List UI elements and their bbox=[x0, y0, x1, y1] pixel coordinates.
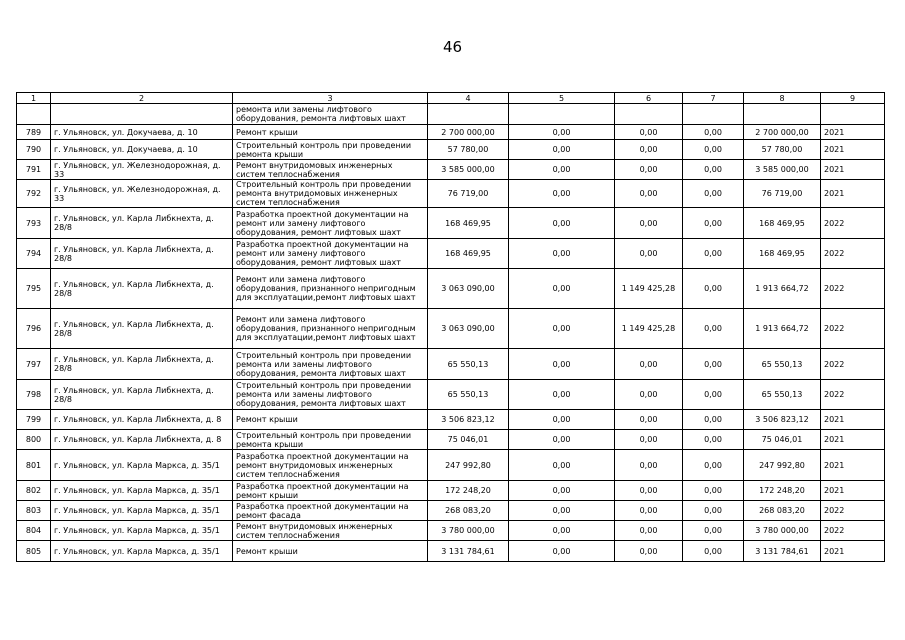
cell-fund-local: 0,00 bbox=[615, 239, 683, 269]
cell-row-number: 789 bbox=[17, 125, 51, 140]
cell-row-number: 798 bbox=[17, 380, 51, 410]
cell-address: г. Ульяновск, ул. Карла Либкнехта, д. 28/8 bbox=[51, 208, 233, 239]
cell-address: г. Ульяновск, ул. Карла Маркса, д. 35/1 bbox=[51, 501, 233, 521]
cell-fund-other: 168 469,95 bbox=[744, 239, 821, 269]
cell-total-cost: 168 469,95 bbox=[428, 239, 509, 269]
cell-year: 2022 bbox=[821, 380, 885, 410]
cell-year: 2021 bbox=[821, 180, 885, 208]
cell-year: 2021 bbox=[821, 430, 885, 450]
column-header: 8 bbox=[744, 93, 821, 104]
table-row bbox=[17, 521, 885, 541]
column-header: 9 bbox=[821, 93, 885, 104]
cell-row-number: 797 bbox=[17, 349, 51, 380]
cell-work-type: Разработка проектной документации на ремонт фасада bbox=[233, 501, 428, 521]
cell-total-cost: 57 780,00 bbox=[428, 140, 509, 160]
cell-address: г. Ульяновск, ул. Карла Маркса, д. 35/1 bbox=[51, 521, 233, 541]
cell-row-number: 804 bbox=[17, 521, 51, 541]
cell-work-type: Ремонт внутридомовых инженерных систем теплоснабжения bbox=[233, 160, 428, 180]
cell-fund-owners: 0,00 bbox=[683, 309, 744, 349]
cell-fund-owners: 0,00 bbox=[683, 410, 744, 430]
column-header: 6 bbox=[615, 93, 683, 104]
column-header: 1 bbox=[17, 93, 51, 104]
cell-fund-owners: 0,00 bbox=[683, 180, 744, 208]
cell-fund-owners: 0,00 bbox=[683, 349, 744, 380]
cell-total-cost: 65 550,13 bbox=[428, 349, 509, 380]
cell-fund-other: 1 913 664,72 bbox=[744, 269, 821, 309]
table-row bbox=[17, 481, 885, 501]
cell-total-cost: 3 506 823,12 bbox=[428, 410, 509, 430]
cell-row-number: 799 bbox=[17, 410, 51, 430]
cell-work-type: Ремонт крыши bbox=[233, 410, 428, 430]
cell-row-number: 800 bbox=[17, 430, 51, 450]
cell-fund-other: 172 248,20 bbox=[744, 481, 821, 501]
cell-fund-other: 3 780 000,00 bbox=[744, 521, 821, 541]
cell-year: 2021 bbox=[821, 410, 885, 430]
cell-work-type: Строительный контроль при проведении ремонта крыши bbox=[233, 430, 428, 450]
cell-address: г. Ульяновск, ул. Докучаева, д. 10 bbox=[51, 125, 233, 140]
cell-work-type: Разработка проектной документации на ремонт или замену лифтового оборудования, ремонт лифтовых шахт bbox=[233, 208, 428, 239]
cell-total-cost: 168 469,95 bbox=[428, 208, 509, 239]
cell-work-type: Строительный контроль при проведении ремонта крыши bbox=[233, 140, 428, 160]
cell-year: 2021 bbox=[821, 481, 885, 501]
table-row bbox=[17, 349, 885, 380]
cell-fund-local: 0,00 bbox=[615, 521, 683, 541]
cell-fund-other: 3 585 000,00 bbox=[744, 160, 821, 180]
cell-total-cost: 76 719,00 bbox=[428, 180, 509, 208]
cell-row-number: 790 bbox=[17, 140, 51, 160]
cell-year: 2021 bbox=[821, 541, 885, 562]
cell-fund-regional: 0,00 bbox=[509, 450, 615, 481]
table-row bbox=[17, 430, 885, 450]
table-row bbox=[17, 541, 885, 562]
cell-fund-regional: 0,00 bbox=[509, 380, 615, 410]
cell-fund-regional: 0,00 bbox=[509, 160, 615, 180]
table-row bbox=[17, 309, 885, 349]
table-row bbox=[17, 450, 885, 481]
cell-year: 2022 bbox=[821, 501, 885, 521]
cell-row-number: 802 bbox=[17, 481, 51, 501]
cell-fund-local: 1 149 425,28 bbox=[615, 269, 683, 309]
table-row bbox=[17, 160, 885, 180]
works-table bbox=[16, 92, 885, 562]
column-header: 7 bbox=[683, 93, 744, 104]
column-header: 3 bbox=[233, 93, 428, 104]
cell-address: г. Ульяновск, ул. Карла Либкнехта, д. 28/8 bbox=[51, 309, 233, 349]
table-row bbox=[17, 180, 885, 208]
cell-fund-other: 65 550,13 bbox=[744, 349, 821, 380]
cell-fund-other: 168 469,95 bbox=[744, 208, 821, 239]
cell-fund-regional: 0,00 bbox=[509, 481, 615, 501]
cell-total-cost: 3 585 000,00 bbox=[428, 160, 509, 180]
cell-fund-local: 0,00 bbox=[615, 481, 683, 501]
column-header: 2 bbox=[51, 93, 233, 104]
cell-address: г. Ульяновск, ул. Железнодорожная, д. 33 bbox=[51, 180, 233, 208]
cell-total-cost: 3 063 090,00 bbox=[428, 309, 509, 349]
table-row bbox=[17, 239, 885, 269]
cell-work-type: Разработка проектной документации на ремонт внутридомовых инженерных систем теплоснабжения bbox=[233, 450, 428, 481]
cell-row-number: 794 bbox=[17, 239, 51, 269]
cell-fund-local: 0,00 bbox=[615, 430, 683, 450]
cell-work-type: Разработка проектной документации на ремонт или замену лифтового оборудования, ремонт лифтовых шахт bbox=[233, 239, 428, 269]
cell-work-type: Ремонт крыши bbox=[233, 125, 428, 140]
cell-row-number: 803 bbox=[17, 501, 51, 521]
cell-fund-owners: 0,00 bbox=[683, 239, 744, 269]
cell-fund-local bbox=[615, 104, 683, 125]
cell-year: 2021 bbox=[821, 450, 885, 481]
cell-fund-local: 0,00 bbox=[615, 380, 683, 410]
table-row bbox=[17, 208, 885, 239]
table-row bbox=[17, 501, 885, 521]
cell-fund-local: 0,00 bbox=[615, 125, 683, 140]
cell-fund-owners: 0,00 bbox=[683, 541, 744, 562]
cell-fund-regional: 0,00 bbox=[509, 501, 615, 521]
cell-fund-owners: 0,00 bbox=[683, 208, 744, 239]
cell-fund-regional: 0,00 bbox=[509, 140, 615, 160]
cell-fund-owners: 0,00 bbox=[683, 269, 744, 309]
cell-work-type: Строительный контроль при проведении ремонта или замены лифтового оборудования, ремонта лифтовых шахт bbox=[233, 349, 428, 380]
cell-fund-other: 1 913 664,72 bbox=[744, 309, 821, 349]
cell-row-number: 791 bbox=[17, 160, 51, 180]
cell-year: 2022 bbox=[821, 269, 885, 309]
cell-fund-regional: 0,00 bbox=[509, 269, 615, 309]
cell-fund-other: 2 700 000,00 bbox=[744, 125, 821, 140]
cell-fund-local: 0,00 bbox=[615, 349, 683, 380]
cell-work-type: Строительный контроль при проведении ремонта или замены лифтового оборудования, ремонта лифтовых шахт bbox=[233, 380, 428, 410]
cell-fund-local: 0,00 bbox=[615, 160, 683, 180]
cell-row-number: 805 bbox=[17, 541, 51, 562]
cell-year: 2022 bbox=[821, 349, 885, 380]
cell-fund-local: 0,00 bbox=[615, 208, 683, 239]
cell-fund-other: 3 506 823,12 bbox=[744, 410, 821, 430]
cell-work-type: Ремонт или замена лифтового оборудования, признанного непригодным для эксплуатации,ремонт лифтовых шахт bbox=[233, 269, 428, 309]
cell-year: 2021 bbox=[821, 125, 885, 140]
cell-fund-regional: 0,00 bbox=[509, 430, 615, 450]
cell-fund-regional: 0,00 bbox=[509, 180, 615, 208]
cell-address: г. Ульяновск, ул. Железнодорожная, д. 33 bbox=[51, 160, 233, 180]
cell-work-type: Ремонт или замена лифтового оборудования, признанного непригодным для эксплуатации,ремонт лифтовых шахт bbox=[233, 309, 428, 349]
cell-address: г. Ульяновск, ул. Карла Либкнехта, д. 28/8 bbox=[51, 239, 233, 269]
cell-fund-other: 3 131 784,61 bbox=[744, 541, 821, 562]
cell-fund-owners: 0,00 bbox=[683, 125, 744, 140]
cell-fund-regional bbox=[509, 104, 615, 125]
cell-fund-other: 268 083,20 bbox=[744, 501, 821, 521]
cell-fund-local: 0,00 bbox=[615, 140, 683, 160]
cell-work-type: Ремонт крыши bbox=[233, 541, 428, 562]
cell-total-cost bbox=[428, 104, 509, 125]
cell-fund-other: 65 550,13 bbox=[744, 380, 821, 410]
column-header: 4 bbox=[428, 93, 509, 104]
cell-total-cost: 3 063 090,00 bbox=[428, 269, 509, 309]
cell-fund-regional: 0,00 bbox=[509, 125, 615, 140]
cell-address: г. Ульяновск, ул. Карла Маркса, д. 35/1 bbox=[51, 450, 233, 481]
cell-work-type: Строительный контроль при проведении ремонта внутридомовых инженерных систем теплоснабжения bbox=[233, 180, 428, 208]
cell-address: г. Ульяновск, ул. Карла Либкнехта, д. 28/8 bbox=[51, 269, 233, 309]
cell-address: г. Ульяновск, ул. Карла Либкнехта, д. 8 bbox=[51, 430, 233, 450]
cell-year bbox=[821, 104, 885, 125]
cell-fund-owners: 0,00 bbox=[683, 450, 744, 481]
cell-year: 2022 bbox=[821, 208, 885, 239]
column-header: 5 bbox=[509, 93, 615, 104]
cell-fund-local: 0,00 bbox=[615, 410, 683, 430]
table-header bbox=[17, 93, 885, 104]
cell-work-type: Разработка проектной документации на ремонт крыши bbox=[233, 481, 428, 501]
table-row bbox=[17, 269, 885, 309]
cell-fund-regional: 0,00 bbox=[509, 349, 615, 380]
cell-address: г. Ульяновск, ул. Карла Либкнехта, д. 8 bbox=[51, 410, 233, 430]
cell-year: 2021 bbox=[821, 140, 885, 160]
cell-row-number: 792 bbox=[17, 180, 51, 208]
cell-row-number: 801 bbox=[17, 450, 51, 481]
cell-fund-owners bbox=[683, 104, 744, 125]
cell-work-type: Ремонт внутридомовых инженерных систем теплоснабжения bbox=[233, 521, 428, 541]
cell-address: г. Ульяновск, ул. Карла Либкнехта, д. 28/8 bbox=[51, 380, 233, 410]
cell-fund-owners: 0,00 bbox=[683, 140, 744, 160]
cell-year: 2022 bbox=[821, 309, 885, 349]
cell-address: г. Ульяновск, ул. Карла Либкнехта, д. 28/8 bbox=[51, 349, 233, 380]
cell-fund-local: 0,00 bbox=[615, 180, 683, 208]
cell-year: 2022 bbox=[821, 521, 885, 541]
cell-fund-local: 1 149 425,28 bbox=[615, 309, 683, 349]
cell-year: 2022 bbox=[821, 239, 885, 269]
cell-fund-local: 0,00 bbox=[615, 450, 683, 481]
cell-total-cost: 172 248,20 bbox=[428, 481, 509, 501]
cell-row-number bbox=[17, 104, 51, 125]
cell-total-cost: 75 046,01 bbox=[428, 430, 509, 450]
header-row bbox=[17, 93, 885, 104]
cell-fund-owners: 0,00 bbox=[683, 430, 744, 450]
cell-total-cost: 3 780 000,00 bbox=[428, 521, 509, 541]
cell-total-cost: 268 083,20 bbox=[428, 501, 509, 521]
cell-row-number: 796 bbox=[17, 309, 51, 349]
page-number: 46 bbox=[442, 38, 463, 56]
table-row bbox=[17, 380, 885, 410]
table-row bbox=[17, 104, 885, 125]
cell-address: г. Ульяновск, ул. Карла Маркса, д. 35/1 bbox=[51, 481, 233, 501]
cell-fund-other: 76 719,00 bbox=[744, 180, 821, 208]
cell-row-number: 795 bbox=[17, 269, 51, 309]
cell-fund-regional: 0,00 bbox=[509, 309, 615, 349]
cell-fund-regional: 0,00 bbox=[509, 239, 615, 269]
cell-fund-other bbox=[744, 104, 821, 125]
cell-fund-owners: 0,00 bbox=[683, 481, 744, 501]
cell-total-cost: 65 550,13 bbox=[428, 380, 509, 410]
cell-address: г. Ульяновск, ул. Карла Маркса, д. 35/1 bbox=[51, 541, 233, 562]
cell-total-cost: 2 700 000,00 bbox=[428, 125, 509, 140]
cell-year: 2021 bbox=[821, 160, 885, 180]
cell-fund-owners: 0,00 bbox=[683, 521, 744, 541]
cell-fund-other: 75 046,01 bbox=[744, 430, 821, 450]
cell-fund-regional: 0,00 bbox=[509, 410, 615, 430]
cell-fund-local: 0,00 bbox=[615, 541, 683, 562]
cell-fund-owners: 0,00 bbox=[683, 501, 744, 521]
cell-fund-regional: 0,00 bbox=[509, 521, 615, 541]
cell-fund-regional: 0,00 bbox=[509, 208, 615, 239]
cell-fund-other: 247 992,80 bbox=[744, 450, 821, 481]
cell-row-number: 793 bbox=[17, 208, 51, 239]
cell-total-cost: 3 131 784,61 bbox=[428, 541, 509, 562]
cell-total-cost: 247 992,80 bbox=[428, 450, 509, 481]
table-row bbox=[17, 140, 885, 160]
table-body bbox=[17, 104, 885, 562]
cell-fund-local: 0,00 bbox=[615, 501, 683, 521]
cell-fund-other: 57 780,00 bbox=[744, 140, 821, 160]
table-row bbox=[17, 125, 885, 140]
cell-fund-owners: 0,00 bbox=[683, 160, 744, 180]
cell-fund-regional: 0,00 bbox=[509, 541, 615, 562]
table-row bbox=[17, 410, 885, 430]
cell-work-type: ремонта или замены лифтового оборудования, ремонта лифтовых шахт bbox=[233, 104, 428, 125]
cell-fund-owners: 0,00 bbox=[683, 380, 744, 410]
cell-address: г. Ульяновск, ул. Докучаева, д. 10 bbox=[51, 140, 233, 160]
cell-address bbox=[51, 104, 233, 125]
